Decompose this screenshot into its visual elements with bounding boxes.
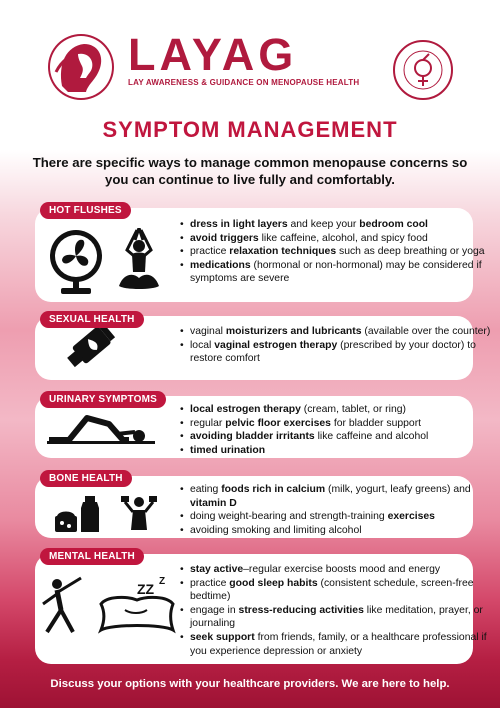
bold-phrase: medications <box>190 259 251 271</box>
woman-profile-logo-icon <box>48 34 114 100</box>
society-seal-icon <box>393 40 453 100</box>
text-phrase: for bladder support <box>330 417 422 429</box>
bold-phrase: relaxation techniques <box>229 246 337 258</box>
section-label-mental-health: MENTAL HEALTH <box>40 548 144 565</box>
text-phrase: –regular exercise boosts mood and energy <box>243 564 441 575</box>
lubricant-tube-icon <box>59 326 129 376</box>
bullet-item <box>180 245 500 259</box>
text-phrase: regular <box>190 417 226 429</box>
text-phrase: practice <box>190 577 230 589</box>
bullet-item <box>180 218 500 232</box>
bullet-item <box>180 524 500 538</box>
section-list <box>180 563 500 658</box>
bold-phrase: avoiding bladder irritants <box>190 431 315 443</box>
section-list <box>180 403 500 457</box>
section-icons <box>39 574 177 636</box>
bullet-item <box>180 510 500 524</box>
text-phrase: like meditation, prayer, or journaling <box>190 604 483 630</box>
text-phrase: and keep your <box>287 219 360 230</box>
bold-phrase: foods rich in calcium <box>221 484 326 495</box>
text-phrase: like caffeine, alcohol, and spicy food <box>258 232 428 244</box>
bullet-item <box>180 631 500 658</box>
intro-text: There are specific ways to manage common menopause concerns so you can continue to live fully and comfortably. <box>32 155 468 187</box>
bullet-item <box>180 417 500 431</box>
section-list <box>180 483 500 537</box>
bullet-item <box>180 577 500 604</box>
footer-text: Discuss your options with your healthcare providers. We are here to help. <box>50 678 450 690</box>
text-phrase: eating <box>190 484 222 495</box>
pelvic-exercise-icon <box>47 410 157 444</box>
brand-tagline: LAY AWARENESS & GUIDANCE ON MENOPAUSE HEALTH <box>128 78 360 87</box>
text-phrase: (prescribed by your doctor) to restore comfort <box>190 339 476 365</box>
bold-phrase: stress-reducing activities <box>238 604 364 616</box>
section-label-hot-flushes: HOT FLUSHES <box>40 202 131 219</box>
dairy-food-icon <box>51 490 111 534</box>
bold-phrase: pelvic floor exercises <box>225 417 331 429</box>
text-phrase: (cream, tablet, or ring) <box>300 404 406 415</box>
text-phrase: local <box>190 339 215 351</box>
bold-phrase: timed urination <box>190 444 266 456</box>
bold-phrase: bedroom cool <box>359 219 428 230</box>
section-card-mental-health <box>35 554 487 664</box>
svg-text:ZZ: ZZ <box>137 581 155 597</box>
bullet-item <box>180 604 500 631</box>
text-phrase: vaginal <box>190 326 226 337</box>
sleeping-pillow-icon <box>97 574 177 636</box>
bold-phrase: stay active <box>190 564 244 575</box>
bold-phrase: exercises <box>387 511 435 523</box>
bold-phrase: seek support <box>190 631 255 643</box>
text-phrase: practice <box>190 246 230 258</box>
meditation-icon <box>113 228 165 294</box>
text-phrase: doing weight-bearing and strength-training <box>190 511 388 523</box>
text-phrase: engage in <box>190 604 239 616</box>
section-card-hot-flushes <box>35 208 485 302</box>
section-icons <box>47 228 165 294</box>
bold-phrase: dress in light layers <box>190 219 288 230</box>
brand-wordmark: LAYAG <box>128 29 298 80</box>
weightlifting-icon <box>119 490 159 534</box>
fan-icon <box>47 228 105 294</box>
text-phrase: like caffeine and alcohol <box>314 431 429 443</box>
text-phrase: (consistent schedule, screen-free bedtime) <box>190 577 474 603</box>
section-icons <box>51 490 159 534</box>
bullet-item <box>180 259 500 286</box>
header <box>0 0 500 110</box>
bullet-item <box>180 339 500 366</box>
section-label-bone-health: BONE HEALTH <box>40 470 132 487</box>
bullet-item <box>180 483 500 510</box>
section-label-sexual-health: SEXUAL HEALTH <box>40 311 144 328</box>
bold-phrase: local estrogen therapy <box>190 404 301 415</box>
bullet-item <box>180 563 500 577</box>
text-phrase: such as deep breathing or yoga <box>336 246 485 258</box>
bullet-item <box>180 403 500 417</box>
section-list <box>180 218 500 286</box>
section-icons <box>47 410 157 444</box>
bold-phrase: good sleep habits <box>229 577 318 589</box>
page-title: SYMPTOM MANAGEMENT <box>102 117 398 142</box>
bold-phrase: moisturizers and lubricants <box>225 326 362 337</box>
bullet-item <box>180 444 500 458</box>
bullet-item <box>180 232 500 246</box>
bold-phrase: avoid triggers <box>190 232 259 244</box>
stretching-woman-icon <box>39 574 89 636</box>
bullet-item <box>180 430 500 444</box>
section-list <box>180 325 500 366</box>
text-phrase: avoiding smoking and limiting alcohol <box>190 524 362 536</box>
text-phrase: (milk, yogurt, leafy greens) and <box>325 484 471 495</box>
svg-text:Z: Z <box>159 576 166 587</box>
section-icons <box>59 326 129 376</box>
text-phrase: from friends, family, or a healthcare professional if you experience depression or anxiety <box>190 631 487 657</box>
bold-phrase: vaginal estrogen therapy <box>214 339 338 351</box>
text-phrase: (available over the counter) <box>361 326 491 337</box>
bullet-item <box>180 325 500 339</box>
bold-phrase: vitamin D <box>190 497 237 509</box>
section-label-urinary-symptoms: URINARY SYMPTOMS <box>40 391 166 408</box>
text-phrase: (hormonal or non-hormonal) may be considered if symptoms are severe <box>190 259 482 285</box>
